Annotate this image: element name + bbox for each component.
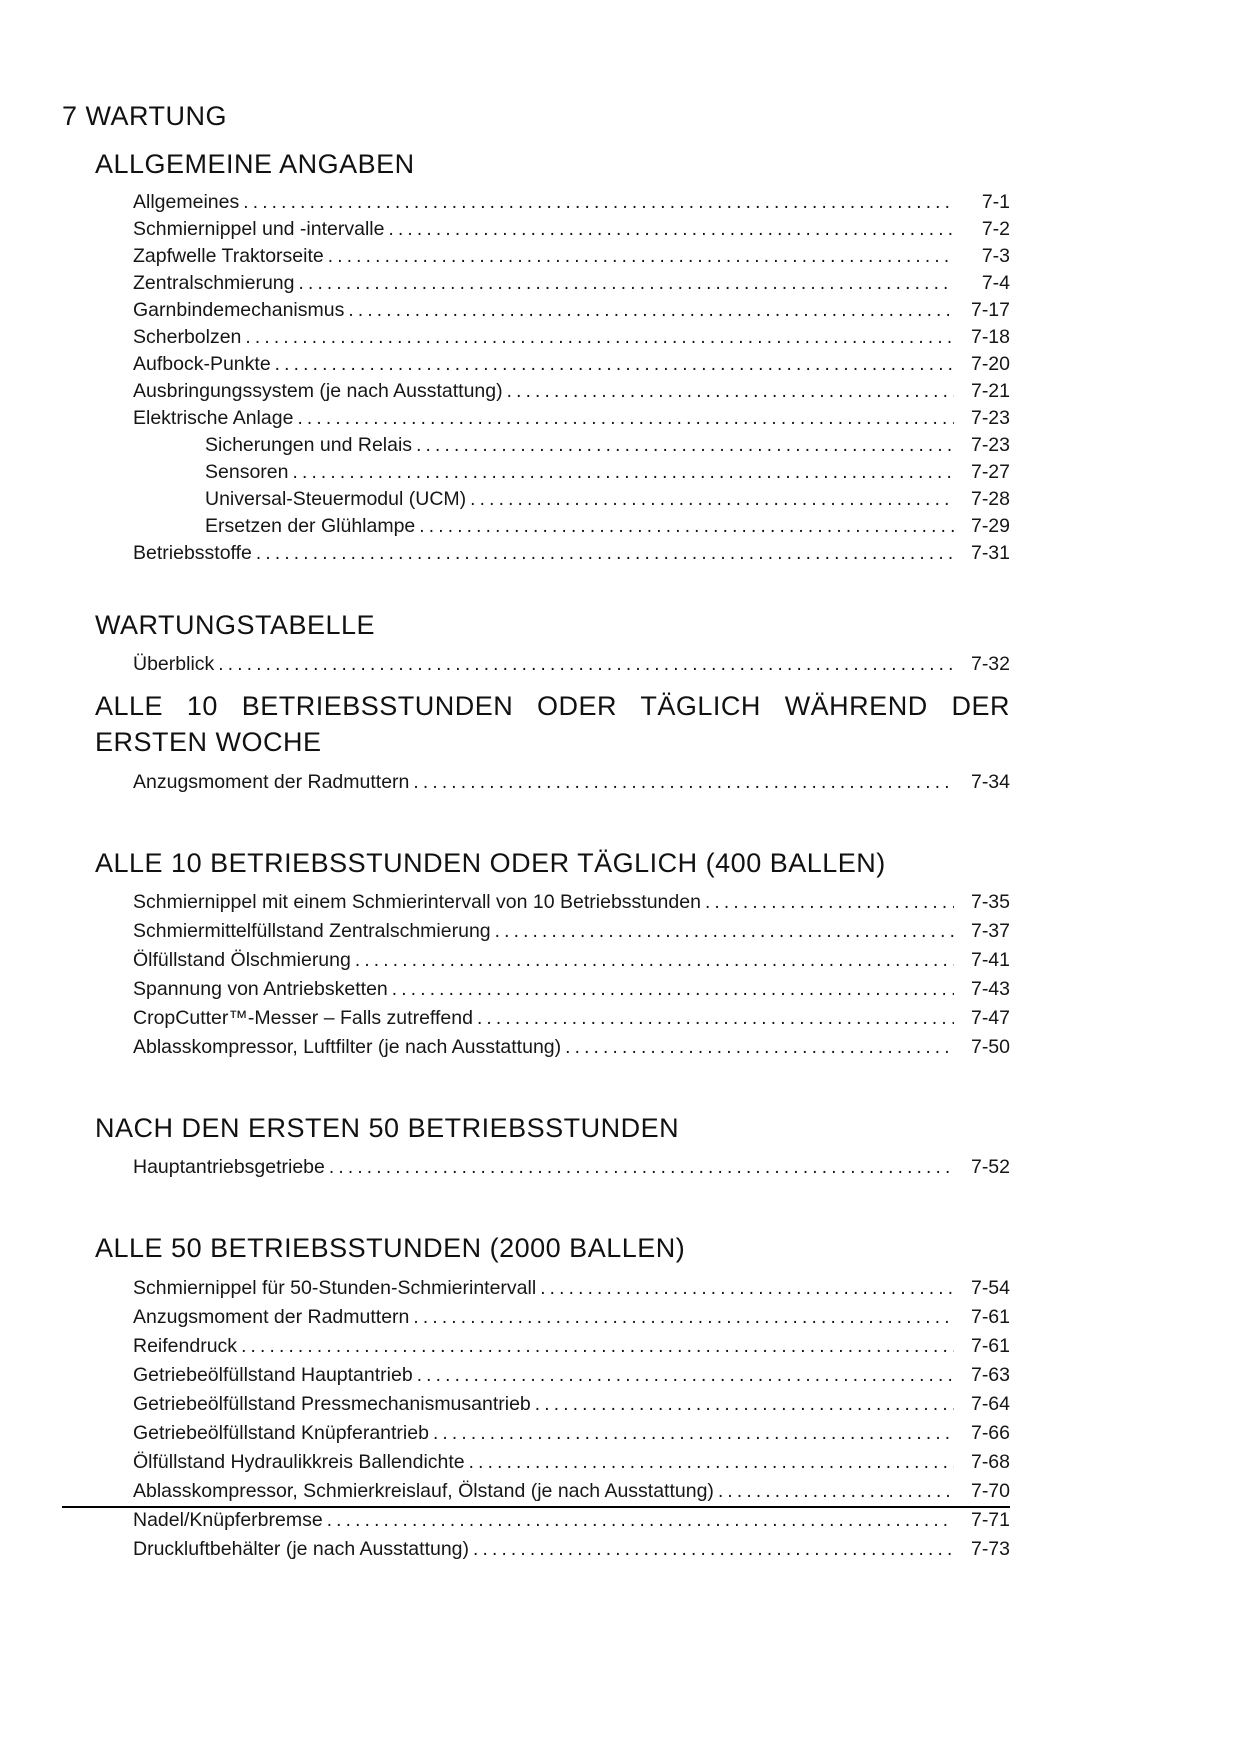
toc-entry — [133, 768, 1010, 797]
toc-entry-label: Sensoren — [205, 461, 289, 484]
toc-entry — [133, 1004, 1010, 1033]
toc-entry-label: Aufbock-Punkte — [133, 353, 271, 376]
toc-entry-label: Allgemeines — [133, 191, 240, 214]
toc-entry — [133, 975, 1010, 1004]
toc-entry-page: 7-50 — [970, 1035, 1010, 1058]
toc-entry-label: Überblick — [133, 652, 215, 675]
toc-entry — [133, 432, 1010, 459]
dot-leader — [298, 270, 954, 297]
toc-entry — [133, 486, 1010, 513]
toc-entry — [133, 459, 1010, 486]
section-heading: ALLGEMEINE ANGABEN — [95, 148, 415, 179]
toc-entry-page: 7-37 — [970, 919, 1010, 942]
toc-section — [62, 1110, 1010, 1182]
toc-entry — [133, 1361, 1010, 1390]
dot-leader — [419, 513, 954, 540]
toc-entry-label: Scherbolzen — [133, 326, 242, 349]
toc-entry-label: Ölfüllstand Ölschmierung — [133, 948, 351, 971]
toc-entry-page: 7-61 — [970, 1334, 1010, 1357]
toc-entry-label: Hauptantriebsgetriebe — [133, 1156, 325, 1179]
section-heading: ALLE 10 BETRIEBSSTUNDEN ODER TÄGLICH WÄHREND DER ERSTEN WOCHE — [95, 690, 1010, 758]
toc-entry — [133, 1274, 1010, 1303]
toc-entry-page: 7-41 — [970, 948, 1010, 971]
toc-entry-label: Getriebeölfüllstand Hauptantrieb — [133, 1363, 413, 1386]
toc-entry-label: Nadel/Knüpferbremse — [133, 1508, 323, 1531]
dot-leader — [275, 351, 954, 378]
toc-section — [62, 1230, 1010, 1563]
toc-entry-page: 7-29 — [970, 515, 1010, 538]
dot-leader — [705, 888, 954, 917]
toc-entry-page: 7-18 — [970, 326, 1010, 349]
toc-entry — [133, 1506, 1010, 1535]
toc-entry-label: Schmiernippel und -intervalle — [133, 218, 385, 241]
toc-entry — [133, 243, 1010, 270]
toc-entry — [133, 1390, 1010, 1419]
toc-entry-page: 7-61 — [970, 1305, 1010, 1328]
section-entries — [133, 651, 1010, 678]
toc-entry-page: 7-43 — [970, 977, 1010, 1000]
dot-leader — [413, 768, 954, 797]
toc-section — [62, 146, 1010, 567]
toc-entry-label: Universal-Steuermodul (UCM) — [205, 488, 467, 511]
toc-entry-page: 7-34 — [970, 770, 1010, 793]
toc-entry-page: 7-23 — [970, 434, 1010, 457]
toc-entry-label: Zentralschmierung — [133, 272, 295, 295]
dot-leader — [416, 432, 954, 459]
dot-leader — [417, 1361, 954, 1390]
toc-entry — [133, 297, 1010, 324]
toc-entry — [133, 888, 1010, 917]
dot-leader — [718, 1477, 954, 1506]
dot-leader — [565, 1033, 954, 1062]
toc-entry-label: Ablasskompressor, Luftfilter (je nach Ausstattung) — [133, 1035, 562, 1058]
toc-entry-page: 7-52 — [970, 1156, 1010, 1179]
toc-entry — [133, 378, 1010, 405]
toc-entry-page: 7-21 — [970, 380, 1010, 403]
toc-entry-label: Spannung von Antriebsketten — [133, 977, 388, 1000]
toc-entry — [133, 324, 1010, 351]
section-entries — [133, 1153, 1010, 1182]
toc-entry-label: Zapfwelle Traktorseite — [133, 245, 324, 268]
toc-sections — [62, 146, 1010, 1564]
footer-rule — [62, 1506, 1010, 1508]
dot-leader — [413, 1303, 954, 1332]
dot-leader — [388, 216, 954, 243]
toc-entry-page: 7-1 — [981, 191, 1010, 214]
chapter-title: 7 WARTUNG — [62, 101, 228, 131]
dot-leader — [292, 459, 954, 486]
toc-entry — [133, 270, 1010, 297]
toc-entry-label: Schmiermittelfüllstand Zentralschmierung — [133, 919, 491, 942]
toc-entry-page: 7-66 — [970, 1421, 1010, 1444]
toc-entry — [133, 1448, 1010, 1477]
toc-entry-label: Schmiernippel für 50-Stunden-Schmierintervall — [133, 1276, 537, 1299]
section-heading: NACH DEN ERSTEN 50 BETRIEBSSTUNDEN — [95, 1112, 680, 1143]
toc-entry-label: Ausbringungssystem (je nach Ausstattung) — [133, 380, 503, 403]
toc-entry-page: 7-54 — [970, 1276, 1010, 1299]
section-heading: ALLE 10 BETRIEBSSTUNDEN ODER TÄGLICH (400 BALLEN) — [95, 847, 886, 878]
section-entries — [133, 1274, 1010, 1564]
toc-entry-page: 7-31 — [970, 542, 1010, 565]
toc-entry-page: 7-71 — [970, 1508, 1010, 1531]
dot-leader — [477, 1004, 954, 1033]
toc-entry-label: Getriebeölfüllstand Knüpferantrieb — [133, 1421, 429, 1444]
toc-entry — [133, 351, 1010, 378]
toc-entry-label: Anzugsmoment der Radmuttern — [133, 1305, 410, 1328]
dot-leader — [469, 1448, 954, 1477]
dot-leader — [329, 1153, 954, 1182]
toc-entry-label: Schmiernippel mit einem Schmierintervall von 10 Betriebsstunden — [133, 890, 701, 913]
dot-leader — [328, 243, 954, 270]
dot-leader — [297, 405, 954, 432]
toc-entry-page: 7-68 — [970, 1450, 1010, 1473]
toc-entry-label: Getriebeölfüllstand Pressmechanismusantrieb — [133, 1392, 531, 1415]
dot-leader — [256, 540, 954, 567]
toc-entry-page: 7-28 — [970, 488, 1010, 511]
toc-entry-page: 7-70 — [970, 1479, 1010, 1502]
dot-leader — [241, 1332, 954, 1361]
section-heading: ALLE 50 BETRIEBSSTUNDEN (2000 BALLEN) — [95, 1233, 686, 1264]
dot-leader — [245, 324, 954, 351]
dot-leader — [392, 975, 954, 1004]
toc-entry-label: Druckluftbehälter (je nach Ausstattung) — [133, 1537, 470, 1560]
toc-entry-page: 7-20 — [970, 353, 1010, 376]
toc-entry-label: Ersetzen der Glühlampe — [205, 515, 416, 538]
toc-entry — [133, 1535, 1010, 1564]
dot-leader — [540, 1274, 954, 1303]
toc-entry — [133, 189, 1010, 216]
toc-entry-label: Ablasskompressor, Schmierkreislauf, Ölstand (je nach Ausstattung) — [133, 1479, 714, 1502]
toc-entry-label: CropCutter™-Messer – Falls zutreffend — [133, 1006, 473, 1029]
toc-entry-page: 7-32 — [970, 652, 1010, 675]
dot-leader — [327, 1506, 954, 1535]
toc-entry-page: 7-27 — [970, 461, 1010, 484]
dot-leader — [433, 1419, 954, 1448]
toc-entry — [133, 917, 1010, 946]
toc-entry-label: Sicherungen und Relais — [205, 434, 413, 457]
toc-entry-page: 7-35 — [970, 890, 1010, 913]
toc-entry-page: 7-2 — [981, 218, 1010, 241]
dot-leader — [218, 651, 954, 678]
toc-entry-page: 7-64 — [970, 1392, 1010, 1415]
toc-entry-page: 7-3 — [981, 245, 1010, 268]
toc-entry — [133, 1153, 1010, 1182]
toc-entry-page: 7-63 — [970, 1363, 1010, 1386]
dot-leader — [348, 297, 954, 324]
dot-leader — [495, 917, 954, 946]
toc-entry-label: Ölfüllstand Hydraulikkreis Ballendichte — [133, 1450, 465, 1473]
section-entries — [133, 768, 1010, 797]
toc-entry-label: Elektrische Anlage — [133, 407, 294, 430]
dot-leader — [473, 1535, 954, 1564]
dot-leader — [535, 1390, 954, 1419]
toc-entry — [133, 1419, 1010, 1448]
toc-entry — [133, 513, 1010, 540]
toc-entry — [133, 1033, 1010, 1062]
section-entries — [133, 888, 1010, 1062]
section-entries — [133, 189, 1010, 567]
toc-entry-label: Garnbindemechanismus — [133, 299, 345, 322]
toc-entry — [133, 540, 1010, 567]
toc-entry-label: Reifendruck — [133, 1334, 238, 1357]
toc-entry — [133, 946, 1010, 975]
toc-entry-page: 7-4 — [981, 272, 1010, 295]
dot-leader — [355, 946, 954, 975]
toc-entry — [133, 1303, 1010, 1332]
section-heading: WARTUNGSTABELLE — [95, 610, 376, 641]
dot-leader — [507, 378, 954, 405]
toc-entry-label: Anzugsmoment der Radmuttern — [133, 770, 410, 793]
toc-entry — [133, 405, 1010, 432]
toc-entry-page: 7-17 — [970, 299, 1010, 322]
toc-entry-page: 7-47 — [970, 1006, 1010, 1029]
toc-entry-page: 7-23 — [970, 407, 1010, 430]
toc-section — [62, 688, 1010, 797]
toc-section — [62, 845, 1010, 1062]
dot-leader — [470, 486, 954, 513]
toc-entry — [133, 1332, 1010, 1361]
toc-entry — [133, 1477, 1010, 1506]
toc-entry — [133, 216, 1010, 243]
dot-leader — [243, 189, 954, 216]
toc-entry-label: Betriebsstoffe — [133, 542, 252, 565]
toc-entry-page: 7-73 — [970, 1537, 1010, 1560]
toc-entry — [133, 651, 1010, 678]
toc-section — [62, 607, 1010, 677]
